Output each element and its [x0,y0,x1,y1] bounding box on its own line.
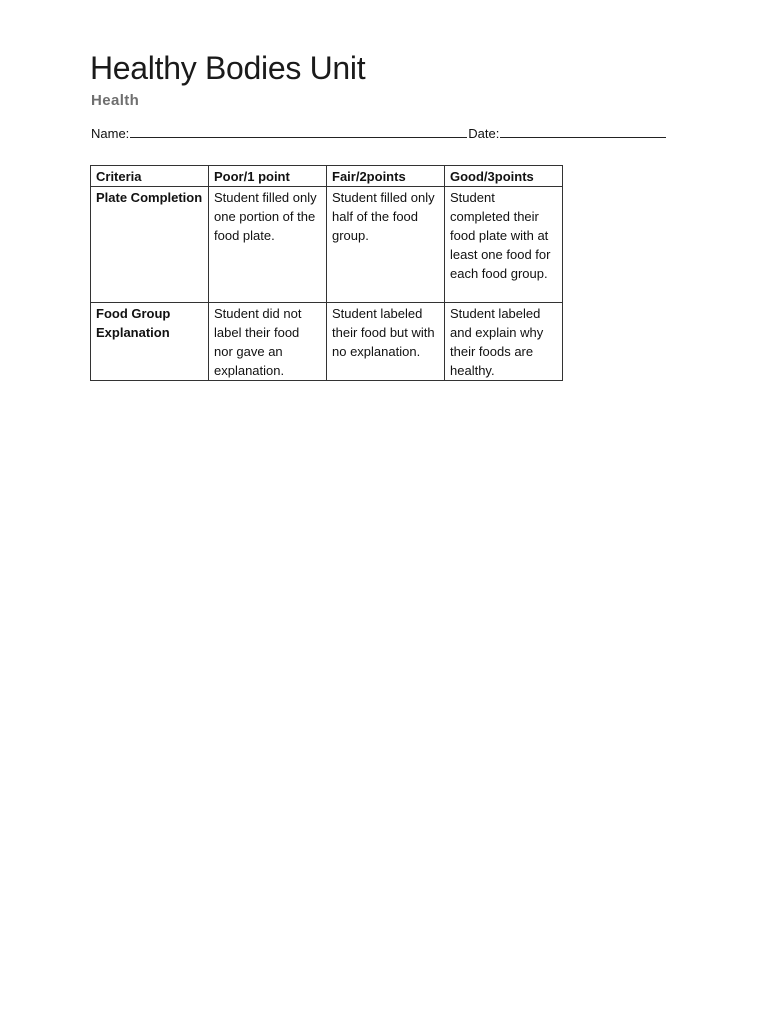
table-row [91,303,563,381]
name-label: Name: [91,126,130,141]
name-date-line [91,125,667,141]
good-cell: Student labeled and explain why their foods are healthy. [445,303,563,381]
header-good: Good/3points [445,166,563,187]
header-fair: Fair/2points [327,166,445,187]
fair-cell: Student filled only half of the food group. [327,187,445,303]
table-row [91,187,563,303]
poor-cell: Student did not label their food nor gave an explanation. [209,303,327,381]
document-subtitle: Health [91,92,140,109]
criteria-cell: Plate Completion [91,187,209,303]
document-title: Healthy Bodies Unit [90,50,366,86]
header-criteria: Criteria [91,166,209,187]
rubric-header-row [91,166,563,187]
header-poor: Poor/1 point [209,166,327,187]
date-label: Date: [468,126,500,141]
date-blank-line[interactable] [500,125,666,138]
good-cell: Student completed their food plate with at least one food for each food group. [445,187,563,303]
fair-cell: Student labeled their food but with no explanation. [327,303,445,381]
rubric-table [90,165,563,381]
criteria-cell: Food Group Explanation [91,303,209,381]
poor-cell: Student filled only one portion of the food plate. [209,187,327,303]
name-blank-line[interactable] [130,125,467,138]
